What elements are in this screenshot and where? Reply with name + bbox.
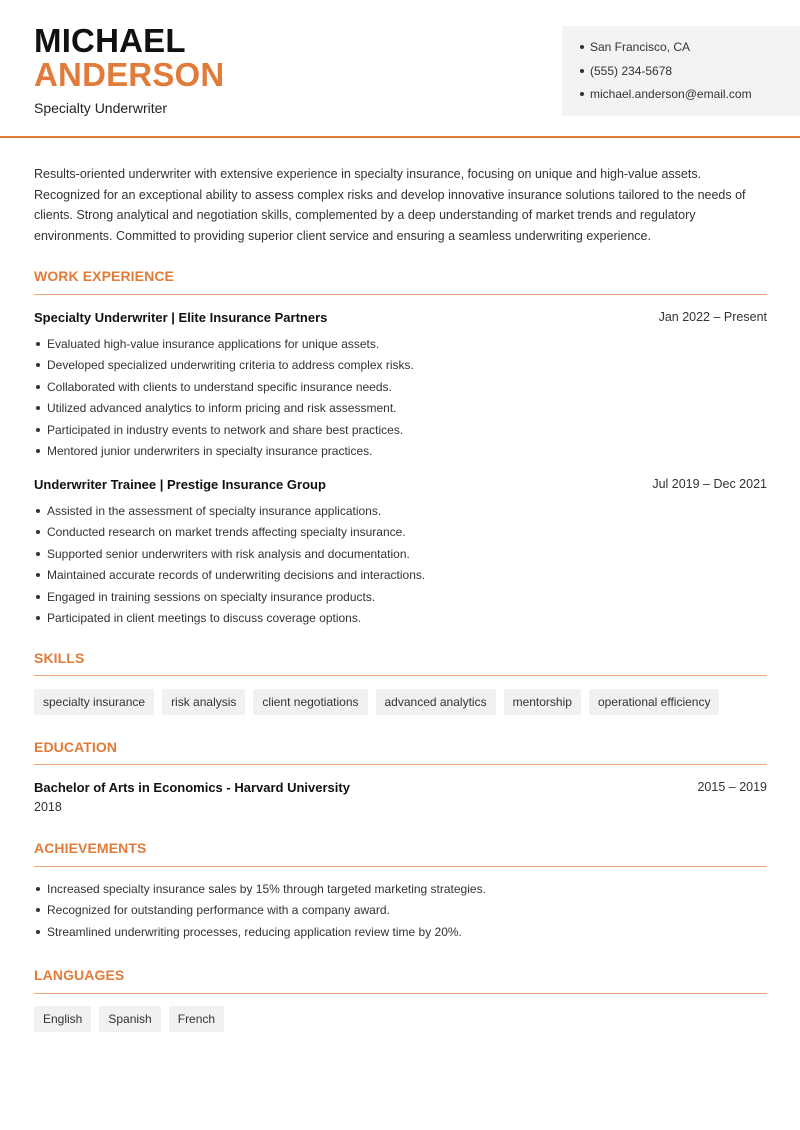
section-title-achievements: ACHIEVEMENTS bbox=[34, 840, 147, 856]
list-item: Participated in industry events to network and share best practices. bbox=[34, 422, 767, 443]
contact-list bbox=[580, 39, 800, 110]
education-degree: Bachelor of Arts in Economics - Harvard University bbox=[34, 780, 350, 795]
job-title-1: Specialty Underwriter | Elite Insurance Partners bbox=[34, 310, 328, 325]
skill-tag: advanced analytics bbox=[376, 689, 496, 715]
skill-tag: operational efficiency bbox=[589, 689, 720, 715]
resume-header bbox=[0, 0, 800, 138]
list-item: Conducted research on market trends affecting specialty insurance. bbox=[34, 524, 767, 545]
languages-tags bbox=[34, 1006, 224, 1032]
language-tag: English bbox=[34, 1006, 91, 1032]
contact-phone: (555) 234-5678 bbox=[580, 63, 800, 87]
list-item: Participated in client meetings to discuss coverage options. bbox=[34, 610, 767, 631]
skill-tag: client negotiations bbox=[253, 689, 367, 715]
education-dates: 2015 – 2019 bbox=[697, 780, 767, 794]
skill-tag: mentorship bbox=[504, 689, 581, 715]
list-item: Collaborated with clients to understand specific insurance needs. bbox=[34, 379, 767, 400]
job-dates-2: Jul 2019 – Dec 2021 bbox=[652, 477, 767, 491]
list-item: Streamlined underwriting processes, reducing application review time by 20%. bbox=[34, 924, 767, 945]
list-item: Engaged in training sessions on specialty insurance products. bbox=[34, 589, 767, 610]
first-name: MICHAEL bbox=[34, 22, 186, 59]
section-divider bbox=[34, 675, 767, 676]
job-bullets-1 bbox=[34, 336, 767, 464]
language-tag: Spanish bbox=[99, 1006, 160, 1032]
list-item: Increased specialty insurance sales by 15% through targeted marketing strategies. bbox=[34, 881, 767, 902]
list-item: Maintained accurate records of underwriting decisions and interactions. bbox=[34, 567, 767, 588]
job-bullets-2 bbox=[34, 503, 767, 631]
education-year: 2018 bbox=[34, 800, 62, 814]
list-item: Mentored junior underwriters in specialty insurance practices. bbox=[34, 443, 767, 464]
list-item: Recognized for outstanding performance with a company award. bbox=[34, 902, 767, 923]
section-title-work: WORK EXPERIENCE bbox=[34, 268, 174, 284]
language-tag: French bbox=[169, 1006, 224, 1032]
last-name: ANDERSON bbox=[34, 56, 225, 93]
skill-tag: specialty insurance bbox=[34, 689, 154, 715]
job-title-2: Underwriter Trainee | Prestige Insurance Group bbox=[34, 477, 326, 492]
summary-text: Results-oriented underwriter with extensive experience in specialty insurance, focusing on unique and high-value assets. Recognized for an exceptional ability to assess complex risks and develop innovative insurance solutions tailored to the needs of clients. Strong analytical and negotiation skills, complemented by a deep understanding of market trends and regulatory environments. Committed to providing superior client service and ensuring a seamless underwriting experience. bbox=[34, 167, 746, 243]
skill-tag: risk analysis bbox=[162, 689, 245, 715]
section-divider bbox=[34, 993, 767, 994]
section-divider bbox=[34, 294, 767, 295]
list-item: Utilized advanced analytics to inform pricing and risk assessment. bbox=[34, 400, 767, 421]
contact-email[interactable]: michael.anderson@email.com bbox=[580, 86, 800, 110]
achievements-list bbox=[34, 881, 767, 945]
section-title-education: EDUCATION bbox=[34, 739, 118, 755]
list-item: Evaluated high-value insurance applications for unique assets. bbox=[34, 336, 767, 357]
section-divider bbox=[34, 764, 767, 765]
skills-tags bbox=[34, 689, 719, 715]
contact-location: San Francisco, CA bbox=[580, 39, 800, 63]
list-item: Assisted in the assessment of specialty insurance applications. bbox=[34, 503, 767, 524]
section-title-languages: LANGUAGES bbox=[34, 967, 125, 983]
list-item: Supported senior underwriters with risk analysis and documentation. bbox=[34, 546, 767, 567]
section-title-skills: SKILLS bbox=[34, 650, 85, 666]
contact-box bbox=[562, 26, 800, 116]
job-title: Specialty Underwriter bbox=[34, 100, 168, 116]
job-dates-1: Jan 2022 – Present bbox=[658, 310, 767, 324]
list-item: Developed specialized underwriting criteria to address complex risks. bbox=[34, 357, 767, 378]
section-divider bbox=[34, 866, 767, 867]
